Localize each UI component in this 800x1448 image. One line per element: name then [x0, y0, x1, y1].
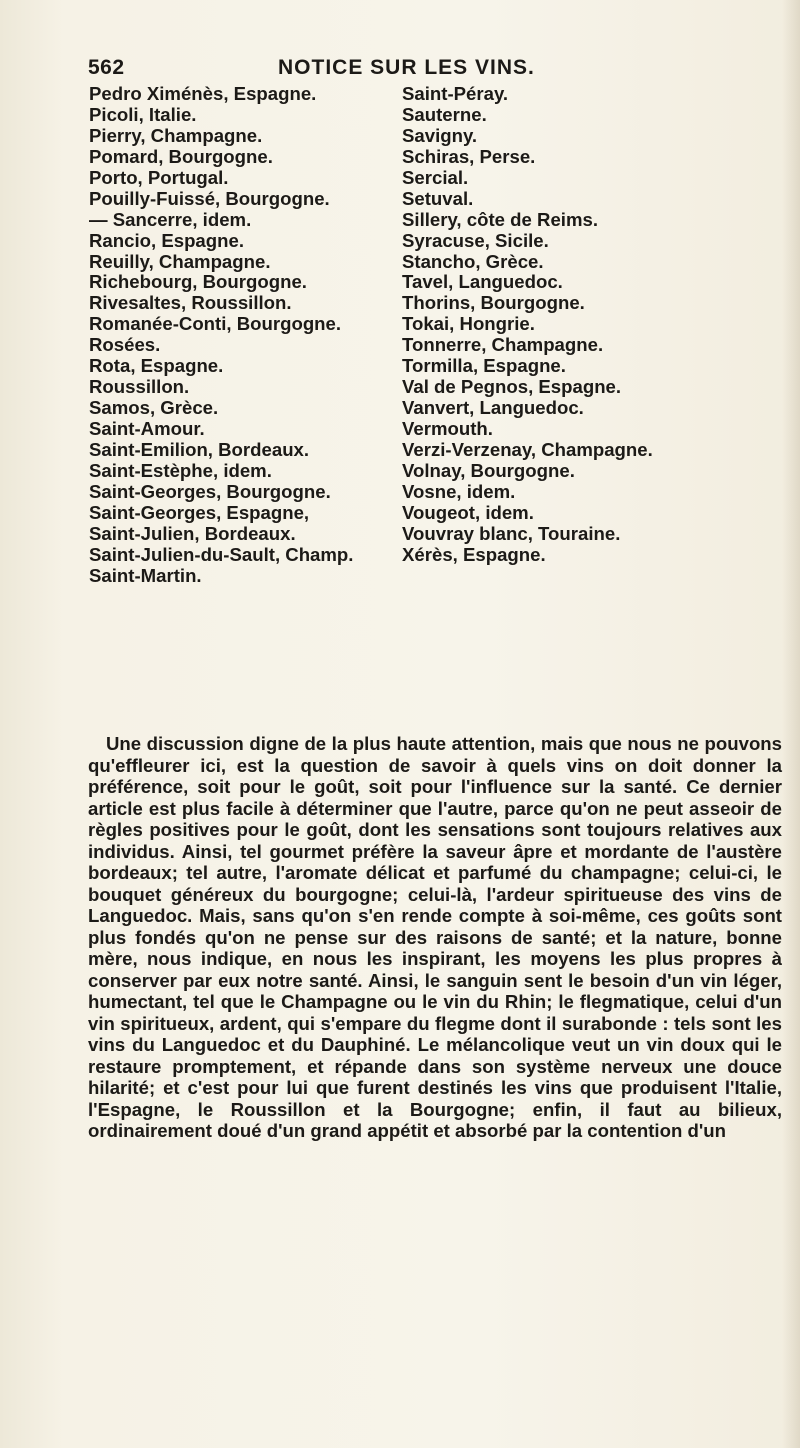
wine-entry: Saint-Emilion, Bordeaux.: [89, 438, 310, 460]
wine-entry: Sillery, côte de Reims.: [402, 208, 599, 230]
wine-entry: Pomard, Bourgogne.: [89, 145, 273, 167]
wine-entry: Saint-Martin.: [89, 564, 202, 586]
wine-entry: Savigny.: [402, 124, 478, 146]
wine-entry: Xérès, Espagne.: [402, 543, 546, 565]
wine-entry: Saint-Julien, Bordeaux.: [89, 522, 296, 544]
wine-entry: Pedro Ximénès, Espagne.: [89, 83, 317, 104]
wine-entry: Sauterne.: [402, 103, 487, 125]
wine-entry: Tormilla, Espagne.: [402, 355, 566, 377]
wine-entry: Saint-Julien-du-Sault, Champ.: [89, 543, 354, 565]
wine-entry: Saint-Péray.: [402, 83, 509, 104]
wine-entry: Tokai, Hongrie.: [402, 313, 535, 335]
wine-entry: Roussillon.: [89, 376, 190, 398]
wine-entry: Verzi-Verzenay, Champagne.: [402, 438, 653, 460]
wine-entry: Saint-Amour.: [89, 418, 205, 439]
wine-entry: Saint-Estèphe, idem.: [89, 459, 272, 481]
wine-entry: Picoli, Italie.: [89, 103, 197, 125]
wine-entry: Rancio, Espagne.: [89, 229, 244, 251]
wine-entry: Saint-Georges, Bourgogne.: [89, 480, 331, 502]
wine-entry: Tonnerre, Champagne.: [402, 334, 604, 356]
wine-entry: Rivesaltes, Roussillon.: [89, 292, 292, 314]
wine-entry: Sercial.: [402, 166, 469, 188]
page-edge-shadow: [782, 0, 800, 1448]
wine-entry: Syracuse, Sicile.: [402, 229, 549, 251]
wine-entry: Thorins, Bourgogne.: [402, 292, 585, 314]
wine-entry: Romanée-Conti, Bourgogne.: [89, 313, 342, 335]
wine-entry: Vougeot, idem.: [402, 501, 534, 523]
wine-entry: Vanvert, Languedoc.: [402, 397, 584, 419]
page-number: 562: [88, 56, 125, 79]
wine-entry: Schiras, Perse.: [402, 145, 536, 167]
wine-entry: Porto, Portugal.: [89, 166, 229, 188]
wine-entry: Reuilly, Champagne.: [89, 250, 271, 272]
wine-entry: Stancho, Grèce.: [402, 250, 544, 272]
wine-entry: Samos, Grèce.: [89, 397, 219, 419]
wine-entry: Setuval.: [402, 187, 474, 209]
wine-entry: Vermouth.: [402, 418, 493, 439]
wine-list-left-column: [89, 84, 353, 587]
wine-entry: Val de Pegnos, Espagne.: [402, 376, 622, 398]
running-title: NOTICE SUR LES VINS.: [278, 56, 535, 79]
wine-entry: Volnay, Bourgogne.: [402, 459, 575, 481]
body-paragraph: Une discussion digne de la plus haute attention, mais que nous ne pouvons qu'effleurer ici, est la question de savoir à quels vins on doit donner la préférence, soit pour le goût, soit pour l'influence sur la santé. Ce dernier article est plus facile à déterminer que l'autre, parce qu'on ne peut asseoir de règles positives pour le goût, dont les sensations sont toujours relatives aux individus. Ainsi, tel gourmet préfère la saveur âpre et mordante de l'austère bordeaux; tel autre, l'aromate délicat et parfumé du champagne; celui-ci, le bouquet généreux du bourgogne; celui-là, l'ardeur spiritueuse des vins de Languedoc. Mais, sans qu'on s'en rende compte à soi-même, ces goûts sont plus fondés qu'on ne pense sur des raisons de santé; et la nature, bonne mère, nous indique, en nous les inspirant, les moyens les plus propres à conserver par eux notre santé. Ainsi, le sanguin sent le besoin d'un vin léger, humectant, tel que le Champagne ou le vin du Rhin; le flegmatique, celui d'un vin spiritueux, ardent, qui s'empare du flegme dont il surabonde : tels sont les vins du Languedoc et du Dauphiné. Le mélancolique veut un vin doux qui le restaure promptement, et répande dans son système nerveux une douce hilarité; et c'est pour lui que furent destinés les vins que produisent l'Italie, l'Espagne, le Roussillon et la Bourgogne; enfin, il faut au bilieux, ordinairement doué d'un grand appétit et absorbé par la contention d'un: [88, 733, 782, 1141]
wine-entry: Pouilly-Fuissé, Bourgogne.: [89, 187, 330, 209]
wine-entry: — Sancerre, idem.: [89, 208, 252, 230]
page-header: [88, 56, 728, 86]
wine-entry: Rosées.: [89, 334, 161, 356]
wine-entry: Richebourg, Bourgogne.: [89, 271, 307, 293]
wine-entry: Tavel, Languedoc.: [402, 271, 563, 293]
wine-entry: Vosne, idem.: [402, 480, 516, 502]
wine-entry: Pierry, Champagne.: [89, 124, 263, 146]
wine-entry: Rota, Espagne.: [89, 355, 224, 377]
wine-entry: Vouvray blanc, Touraine.: [402, 522, 621, 544]
wine-entry: Saint-Georges, Espagne,: [89, 501, 310, 523]
wine-list-right-column: [402, 84, 653, 566]
